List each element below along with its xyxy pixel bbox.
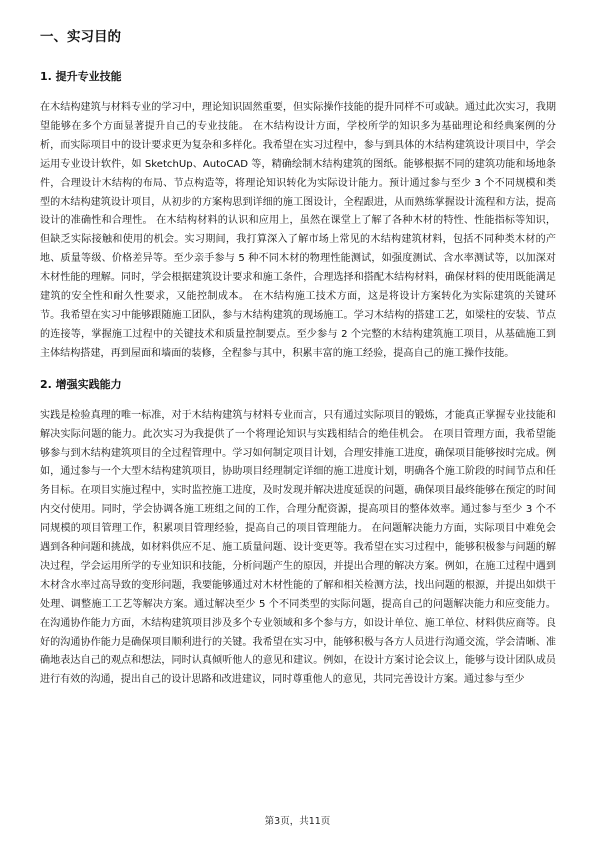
section-body: 在木结构建筑与材料专业的学习中，理论知识固然重要，但实际操作技能的提升同样不可或缺。通过此次实习，我期望能够在多个方面显著提升自己的专业技能。 在木结构设计方面，学校所学的知识多为基础理论和经典案例的分析，而实际项目中的设计要求更为复杂和多样化。我希望在实习过程中，参与到具体的木结构建筑设计项目中，学会运用专业设计软件，如 SketchUp、AutoCAD 等，精确绘制木结构建筑的图纸。能够根据不同的建筑功能和场地条件，合理设计木结构的布局、节点构造等，将理论知识转化为实际设计能力。预计通过参与至少 3 个不同规模和类型的木结构建筑设计项目，从初步的方案构思到详细的施工图设计，全程跟进，从而熟练掌握设计流程和方法，提高设计的准确性和合理性。 在木结构材料的认识和应用上，虽然在课堂上了解了各种木材的特性、性能指标等知识，但缺乏实际接触和使用的机会。实习期间，我打算深入了解市场上常见的木结构建筑材料，包括不同种类木材的产地、质量等级、价格差异等。至少亲手参与 5 种不同木材的物理性能测试，如强度测试、含水率测试等，以加深对木材性能的理解。同时，学会根据建筑设计要求和施工条件，合理选择和搭配木结构材料，确保材料的使用既能满足建筑的安全性和耐久性要求，又能控制成本。 在木结构施工技术方面，这是将设计方案转化为实际建筑的关键环节。我希望在实习中能够跟随施工团队，参与木结构建筑的现场施工。学习木结构的搭建工艺，如梁柱的安装、节点的连接等，掌握施工过程中的关键技术和质量控制要点。至少参与 2 个完整的木结构建筑施工项目，从基础施工到主体结构搭建，再到屋面和墙面的装修，全程参与其中，积累丰富的施工经验，提高自己的施工操作技能。 — [40, 102, 556, 359]
section-title: 2. 增强实践能力 — [40, 377, 122, 391]
section-practice — [40, 377, 556, 691]
section-body: 实践是检验真理的唯一标准，对于木结构建筑与材料专业而言，只有通过实际项目的锻炼，才能真正掌握专业技能和解决实际问题的能力。此次实习为我提供了一个将理论知识与实践相结合的绝佳机会。 在项目管理方面，我希望能够参与到木结构建筑项目的全过程管理中。学习如何制定项目计划，合理安排施工进度，确保项目能够按时完成。例如，通过参与一个大型木结构建筑项目，协助项目经理制定详细的施工进度计划，明确各个施工阶段的时间节点和任务目标。在项目实施过程中，实时监控施工进度，及时发现并解决进度延误的问题，确保项目最终能够在预定的时间内交付使用。同时，学会协调各施工班组之间的工作，合理分配资源，提高项目的整体效率。通过参与至少 3 个不同规模的项目管理工作，积累项目管理经验，提高自己的项目管理能力。 在问题解决能力方面，实际项目中难免会遇到各种问题和挑战，如材料供应不足、施工质量问题、设计变更等。我希望在实习过程中，能够积极参与问题的解决过程，学会运用所学的专业知识和技能，分析问题产生的原因，并提出合理的解决方案。例如，在施工过程中遇到木材含水率过高导致的变形问题，我要能够通过对木材性能的了解和相关检测方法，找出问题的根源，并提出如烘干处理、调整施工工艺等解决方案。通过解决至少 5 个不同类型的实际问题，提高自己的问题解决能力和应变能力。 在沟通协作能力方面，木结构建筑项目涉及多个专业领域和多个参与方，如设计单位、施工单位、材料供应商等。良好的沟通协作能力是确保项目顺利进行的关键。我希望在实习中，能够积极与各方人员进行沟通交流，学会清晰、准确地表达自己的观点和想法，同时认真倾听他人的意见和建议。例如，在设计方案讨论会议上，能够与设计团队成员进行有效的沟通，提出自己的设计思路和改进建议，同时尊重他人的意见，共同完善设计方案。通过参与至少 — [40, 409, 556, 686]
page-content — [40, 28, 556, 690]
section-title: 1. 提升专业技能 — [40, 70, 122, 83]
main-heading: 一、实习目的 — [40, 29, 121, 45]
section-skills — [40, 69, 556, 364]
page-number: 第3页，共11页 — [264, 816, 331, 827]
